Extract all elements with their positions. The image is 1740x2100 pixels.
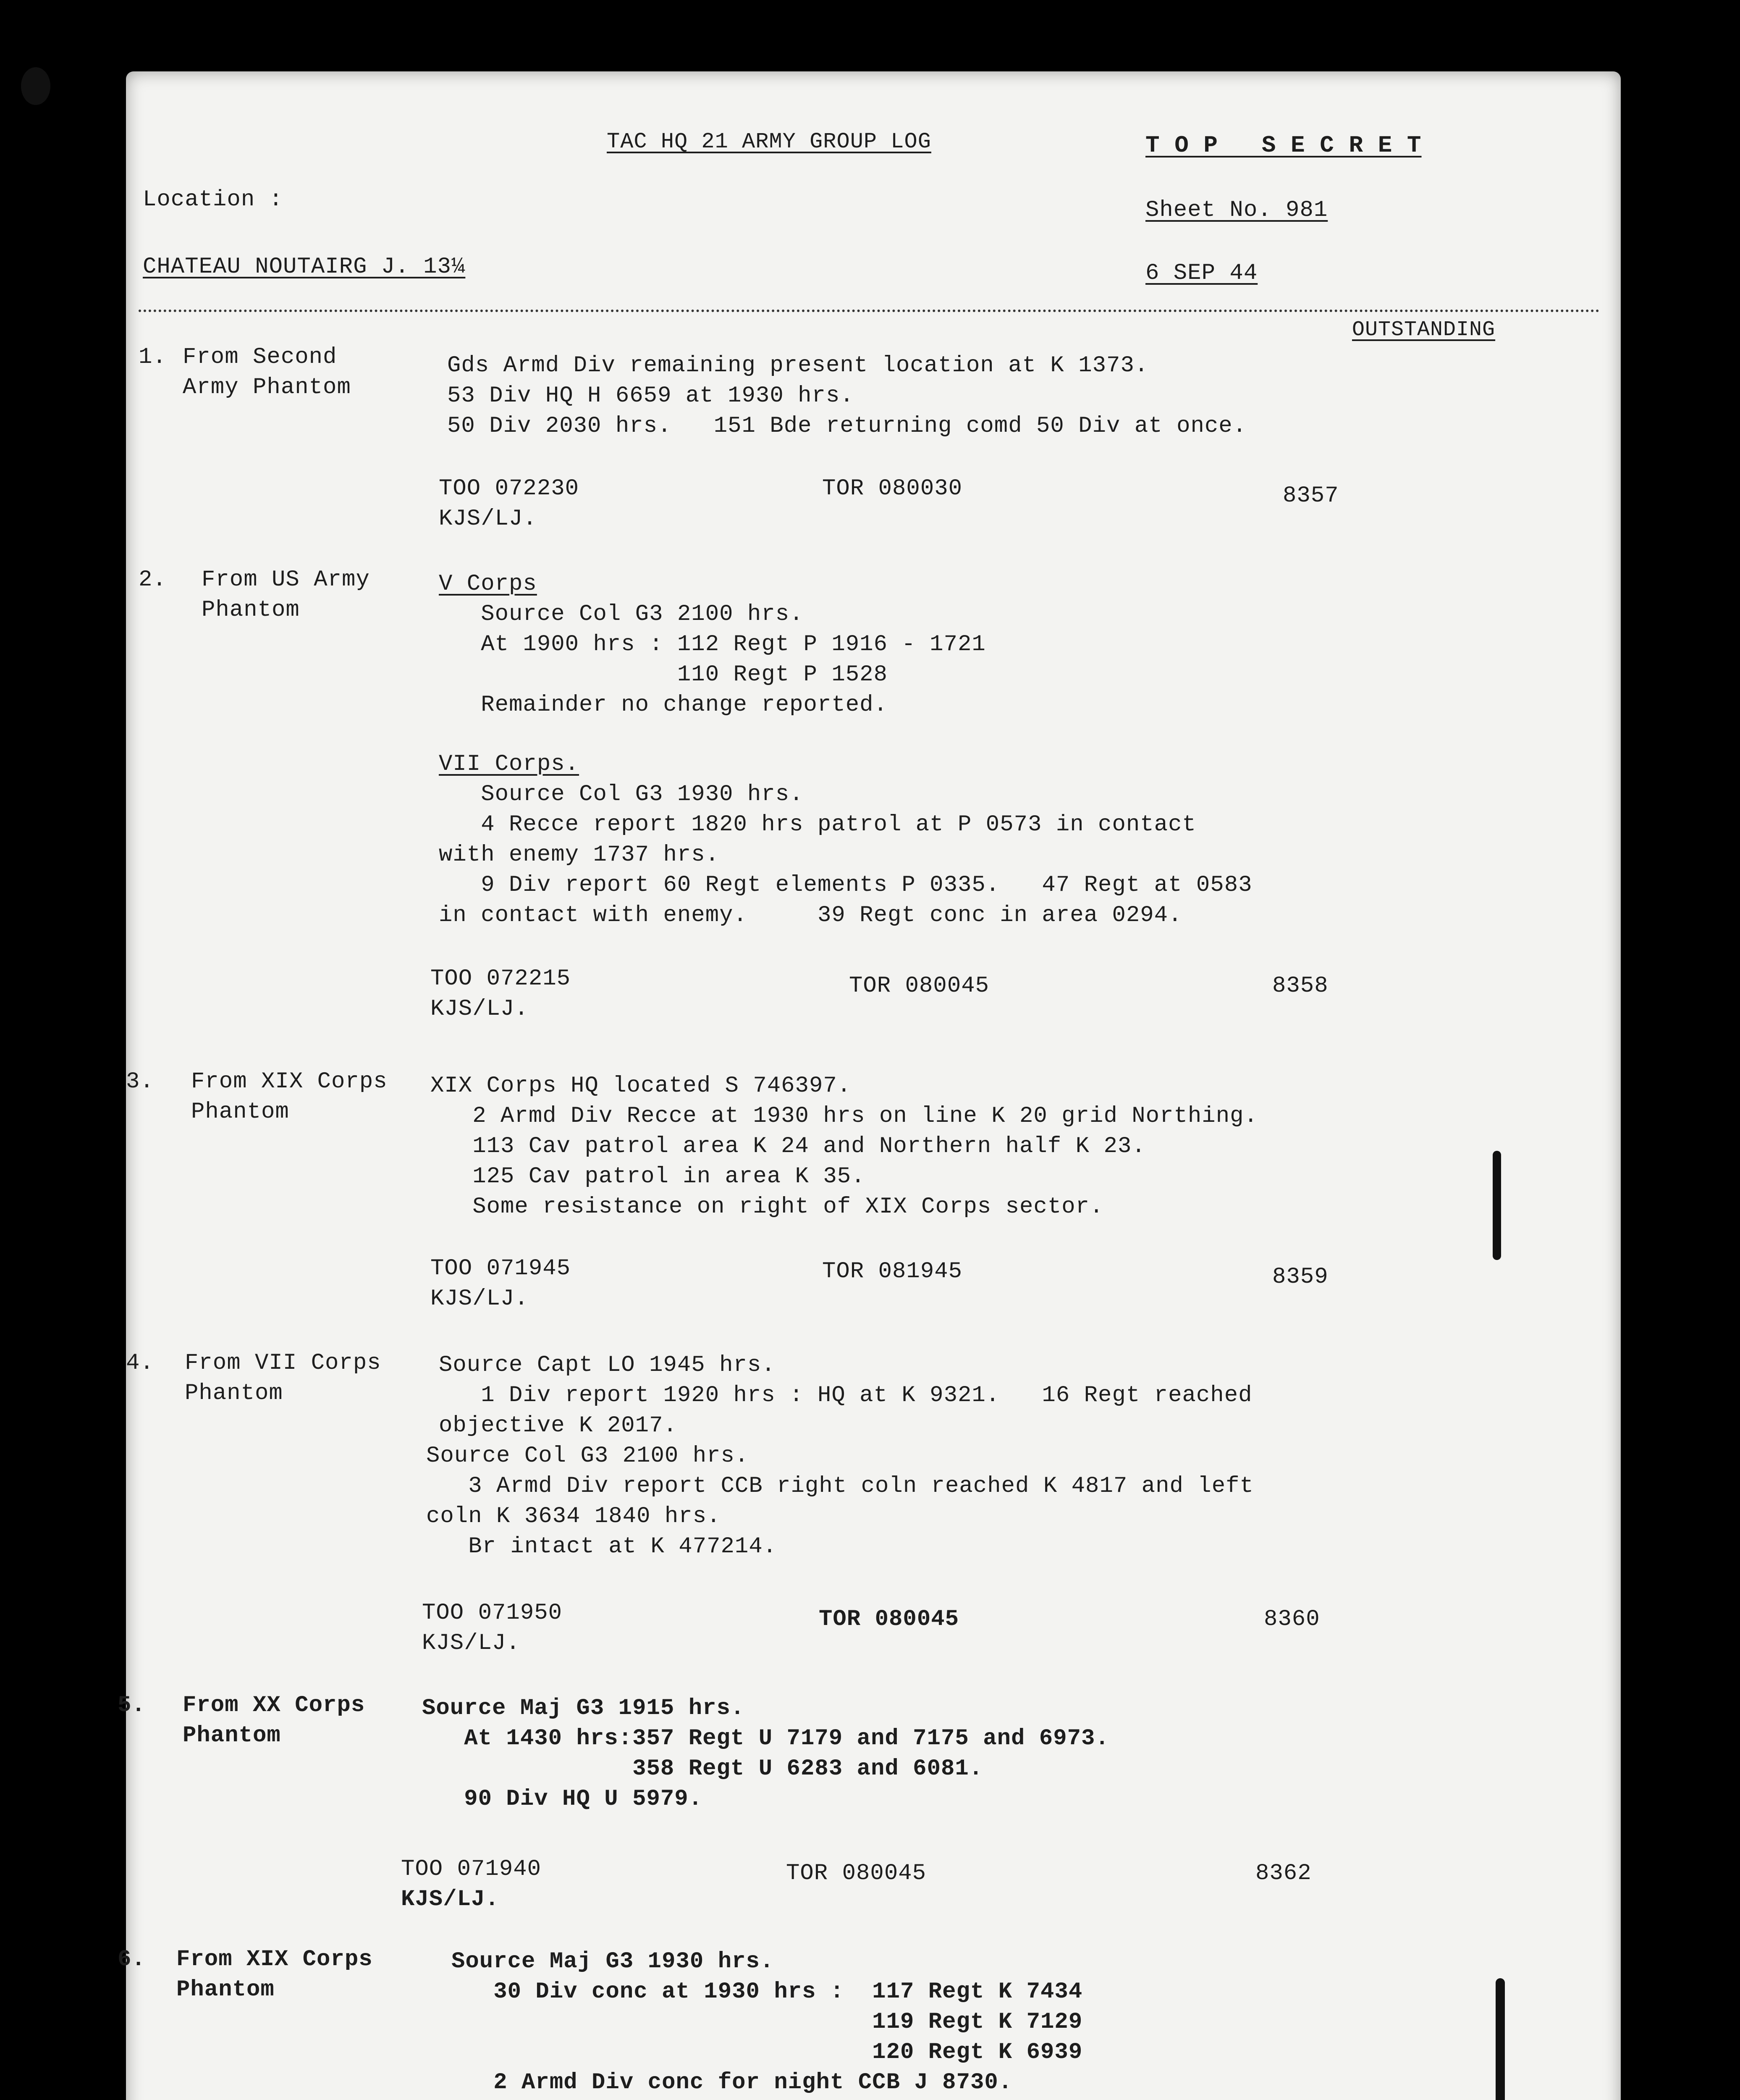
entry-line: 110 Regt P 1528 — [439, 662, 888, 688]
entry-source: Phantom — [185, 1381, 283, 1406]
ink-smudge — [21, 67, 50, 105]
ink-mark — [1493, 1151, 1501, 1260]
log-date: 6 SEP 44 — [1145, 260, 1258, 286]
entry-serial: 8358 — [1272, 973, 1329, 999]
sheet-number: Sheet No. 981 — [1145, 197, 1328, 223]
entry-number: 6. — [118, 1947, 146, 1972]
entry-line: Source Col G3 2100 hrs. — [426, 1443, 749, 1469]
entry-line: 9 Div report 60 Regt elements P 0335. 47 Regt at 0583 — [439, 872, 1253, 898]
entry-tor: TOR 080045 — [786, 1861, 927, 1886]
entry-source: From US Army — [202, 567, 370, 593]
entry-line: Br intact at K 477214. — [426, 1534, 777, 1559]
entry-line: Gds Armd Div remaining present location at K 1373. — [447, 353, 1149, 378]
entry-source: From Second — [183, 344, 337, 370]
classification: T O P S E C R E T — [1145, 132, 1422, 159]
entry-line: Source Col G3 1930 hrs. — [439, 782, 804, 807]
entry-initials: KJS/LJ. — [439, 506, 537, 532]
entry-source: Phantom — [176, 1977, 275, 2003]
entry-tor: TOR 080045 — [819, 1606, 959, 1632]
entry-source: From XIX Corps — [191, 1069, 388, 1095]
ink-mark — [1496, 1978, 1505, 2100]
entry-source: Phantom — [202, 597, 300, 623]
entry-line: Source Col G3 2100 hrs. — [439, 601, 804, 627]
entry-number: 4. — [126, 1350, 154, 1376]
entry-line: Some resistance on right of XIX Corps sector. — [430, 1194, 1104, 1220]
entry-line: Source Capt LO 1945 hrs. — [439, 1352, 776, 1378]
entry-line: 2 Armd Div conc for night CCB J 8730. — [451, 2070, 1013, 2095]
location-label: Location : — [143, 187, 283, 213]
entry-line: Remainder no change reported. — [439, 692, 888, 718]
entry-line: 4 Recce report 1820 hrs patrol at P 0573 in contact — [439, 812, 1196, 837]
log-sheet — [118, 71, 1621, 2100]
entry-tor: TOR 080045 — [849, 973, 990, 999]
entry-line: 113 Cav patrol area K 24 and Northern half K 23. — [430, 1134, 1146, 1159]
entry-line: in contact with enemy. 39 Regt conc in area 0294. — [439, 903, 1182, 928]
entry-line: 50 Div 2030 hrs. 151 Bde returning comd 50 Div at once. — [447, 413, 1247, 439]
entry-number: 3. — [126, 1069, 154, 1095]
entry-line: objective K 2017. — [439, 1413, 677, 1438]
entry-too: TOO 072230 — [439, 476, 579, 501]
entry-line: coln K 3634 1840 hrs. — [426, 1504, 721, 1529]
entry-serial: 8362 — [1255, 1861, 1312, 1886]
entry-serial: 8359 — [1272, 1264, 1329, 1290]
entry-source: From XIX Corps — [176, 1947, 373, 1972]
entry-line: 1 Div report 1920 hrs : HQ at K 9321. 16 Regt reached — [439, 1383, 1253, 1408]
entry-tor: TOR 080030 — [822, 476, 963, 501]
entry-heading: VII Corps. — [439, 751, 579, 777]
entry-line: At 1900 hrs : 112 Regt P 1916 - 1721 — [439, 632, 986, 657]
entry-initials: KJS/LJ. — [430, 996, 529, 1022]
entry-number: 2. — [139, 567, 167, 593]
entry-serial: 8360 — [1264, 1606, 1320, 1632]
entry-too: TOO 071940 — [401, 1856, 542, 1882]
entry-heading: V Corps — [439, 571, 537, 597]
entry-serial: 8357 — [1283, 483, 1339, 509]
header-rule — [139, 310, 1600, 312]
entry-line: 30 Div conc at 1930 hrs : 117 Regt K 7434 — [451, 1979, 1083, 2005]
entry-source: Phantom — [191, 1099, 289, 1125]
entry-source: From XX Corps — [183, 1693, 365, 1718]
entry-line: Source Maj G3 1915 hrs. — [422, 1696, 745, 1721]
entry-line: 90 Div HQ U 5979. — [422, 1786, 703, 1812]
entry-too: TOO 072215 — [430, 966, 571, 992]
entry-number: 1. — [139, 344, 167, 370]
entry-too: TOO 071950 — [422, 1600, 563, 1626]
entry-initials: KJS/LJ. — [430, 1286, 529, 1312]
entry-line: 3 Armd Div report CCB right coln reached K 4817 and left — [426, 1473, 1254, 1499]
entry-line: 358 Regt U 6283 and 6081. — [422, 1756, 983, 1782]
entry-line: XIX Corps HQ located S 746397. — [430, 1073, 852, 1099]
entry-too: TOO 071945 — [430, 1256, 571, 1281]
entry-line: 119 Regt K 7129 — [451, 2009, 1083, 2035]
entry-line: with enemy 1737 hrs. — [439, 842, 720, 868]
entry-tor: TOR 081945 — [822, 1259, 963, 1284]
entry-initials: KJS/LJ. — [401, 1887, 499, 1912]
entry-line: At 1430 hrs:357 Regt U 7179 and 7175 and 6973. — [422, 1726, 1109, 1751]
entry-line: 125 Cav patrol in area K 35. — [430, 1164, 865, 1189]
entry-line: 53 Div HQ H 6659 at 1930 hrs. — [447, 383, 854, 409]
entry-line: 120 Regt K 6939 — [451, 2040, 1083, 2065]
entry-source: From VII Corps — [185, 1350, 381, 1376]
entry-source: Army Phantom — [183, 375, 351, 400]
outstanding-label: OUTSTANDING — [1352, 318, 1496, 342]
entry-initials: KJS/LJ. — [422, 1630, 520, 1656]
entry-line: 2 Armd Div Recce at 1930 hrs on line K 20 grid Northing. — [430, 1103, 1258, 1129]
log-title: TAC HQ 21 ARMY GROUP LOG — [607, 129, 931, 154]
entry-number: 5. — [118, 1693, 146, 1718]
entry-source: Phantom — [183, 1723, 281, 1748]
entry-line: Source Maj G3 1930 hrs. — [451, 1949, 774, 1974]
location-value: CHATEAU NOUTAIRG J. 13¼ — [143, 254, 466, 280]
